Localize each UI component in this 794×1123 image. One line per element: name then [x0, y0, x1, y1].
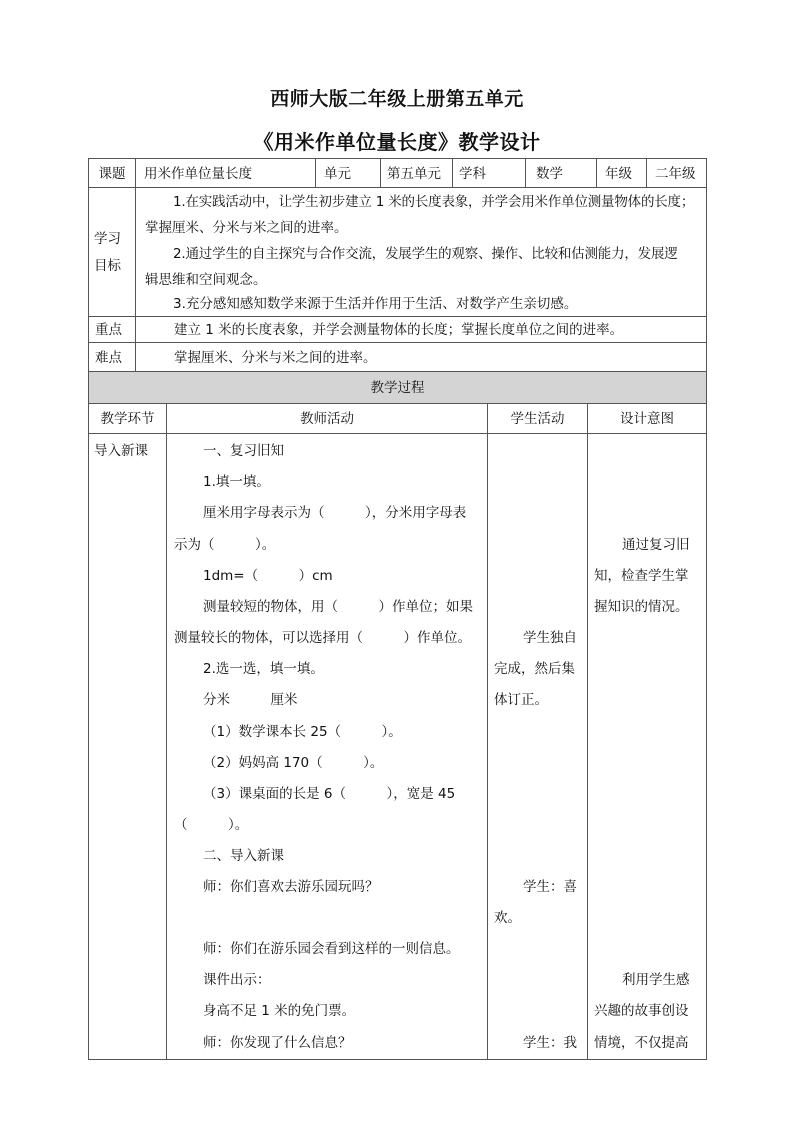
- teacher-line: （3）课桌面的长是 6（ ），宽是 45: [203, 786, 456, 802]
- goals-label-line2: 目标: [94, 258, 121, 274]
- teacher-line: 1.填一填。: [203, 474, 270, 490]
- intent-cell: [587, 433, 707, 1060]
- teacher-line: 2.选一选，填一填。: [203, 661, 324, 677]
- document-title: 西师大版二年级上册第五单元: [270, 88, 524, 110]
- topic-value: 用米作单位量长度: [135, 158, 316, 188]
- document-subtitle: 《用米作单位量长度》教学设计: [253, 130, 541, 154]
- teacher-line: 测量较短的物体，用（ ）作单位；如果: [203, 599, 473, 615]
- key-point-text: 建立 1 米的长度表象，并学会测量物体的长度；掌握长度单位之间的进率。: [135, 316, 707, 343]
- stage-cell: [88, 433, 167, 1060]
- intent-line: 握知识的情况。: [594, 599, 689, 615]
- intent-line: 情境，不仅提高: [594, 1035, 689, 1051]
- col-stage-header: 教学环节: [88, 403, 167, 434]
- teacher-line: 分米 厘米: [203, 692, 298, 708]
- goal-2-line2: 辑思维和空间观念。: [145, 272, 267, 288]
- student-line: 学生：我: [523, 1035, 577, 1051]
- difficulty-text: 掌握厘米、分米与米之间的进率。: [135, 342, 707, 372]
- student-line: 完成，然后集: [494, 661, 575, 677]
- student-line: 学生：喜: [523, 879, 577, 895]
- label-grade: 年级: [596, 158, 647, 188]
- teacher-cell: [166, 433, 488, 1060]
- student-cell: [487, 433, 588, 1060]
- teacher-line: 厘米用字母表示为（ ），分米用字母表: [203, 505, 467, 521]
- teacher-line: 课件出示：: [203, 972, 271, 988]
- teacher-line: 师：你发现了什么信息？: [203, 1035, 352, 1051]
- stage-label: 导入新课: [94, 443, 148, 459]
- teacher-line: （1）数学课本长 25（ ）。: [203, 724, 402, 740]
- teacher-line: （2）妈妈高 170（ ）。: [203, 755, 384, 771]
- student-line: 学生独自: [523, 630, 577, 646]
- subject-value: 数学: [525, 158, 597, 188]
- process-header: 教学过程: [88, 371, 707, 404]
- difficulty-label: 难点: [88, 342, 136, 372]
- teacher-line: 一、复习旧知: [203, 443, 284, 459]
- intent-line: 利用学生感: [622, 972, 690, 988]
- goal-3: 3.充分感知感知数学来源于生活并作用于生活、对数学产生亲切感。: [173, 296, 578, 312]
- goals-label-cell: [88, 187, 136, 317]
- label-unit: 单元: [315, 158, 381, 188]
- intent-line: 知，检查学生掌: [594, 568, 689, 584]
- teacher-line: 二、导入新课: [203, 848, 284, 864]
- teacher-line: 示为（ ）。: [174, 537, 276, 553]
- intent-line: 通过复习旧: [622, 537, 690, 553]
- teacher-line: （ ）。: [174, 817, 249, 833]
- key-point-label: 重点: [88, 316, 136, 343]
- teacher-line: 师：你们喜欢去游乐园玩吗？: [203, 879, 379, 895]
- col-student-header: 学生活动: [487, 403, 588, 434]
- teacher-line: 师：你们在游乐园会看到这样的一则信息。: [203, 941, 460, 957]
- col-intent-header: 设计意图: [587, 403, 707, 434]
- teacher-line: 1dm=（ ）cm: [203, 568, 333, 584]
- goal-1-line2: 掌握厘米、分米与米之间的进率。: [145, 220, 348, 236]
- teacher-line: 测量较长的物体，可以选择用（ ）作单位。: [174, 630, 471, 646]
- grade-value: 二年级: [646, 158, 707, 188]
- goals-label-line1: 学习: [94, 231, 121, 247]
- goal-2-line1: 2.通过学生的自主探究与合作交流，发展学生的观察、操作、比较和估测能力，发展逻: [173, 246, 678, 262]
- label-topic: 课题: [88, 158, 136, 188]
- goal-1-line1: 1.在实践活动中，让学生初步建立 1 米的长度表象，并学会用米作单位测量物体的长度；: [173, 194, 695, 210]
- student-line: 欢。: [494, 910, 521, 926]
- unit-value: 第五单元: [380, 158, 453, 188]
- intent-line: 兴趣的故事创设: [594, 1003, 689, 1019]
- label-subject: 学科: [452, 158, 526, 188]
- student-line: 体订正。: [494, 692, 548, 708]
- teacher-line: 身高不足 1 米的免门票。: [203, 1003, 356, 1019]
- col-teacher-header: 教师活动: [166, 403, 488, 434]
